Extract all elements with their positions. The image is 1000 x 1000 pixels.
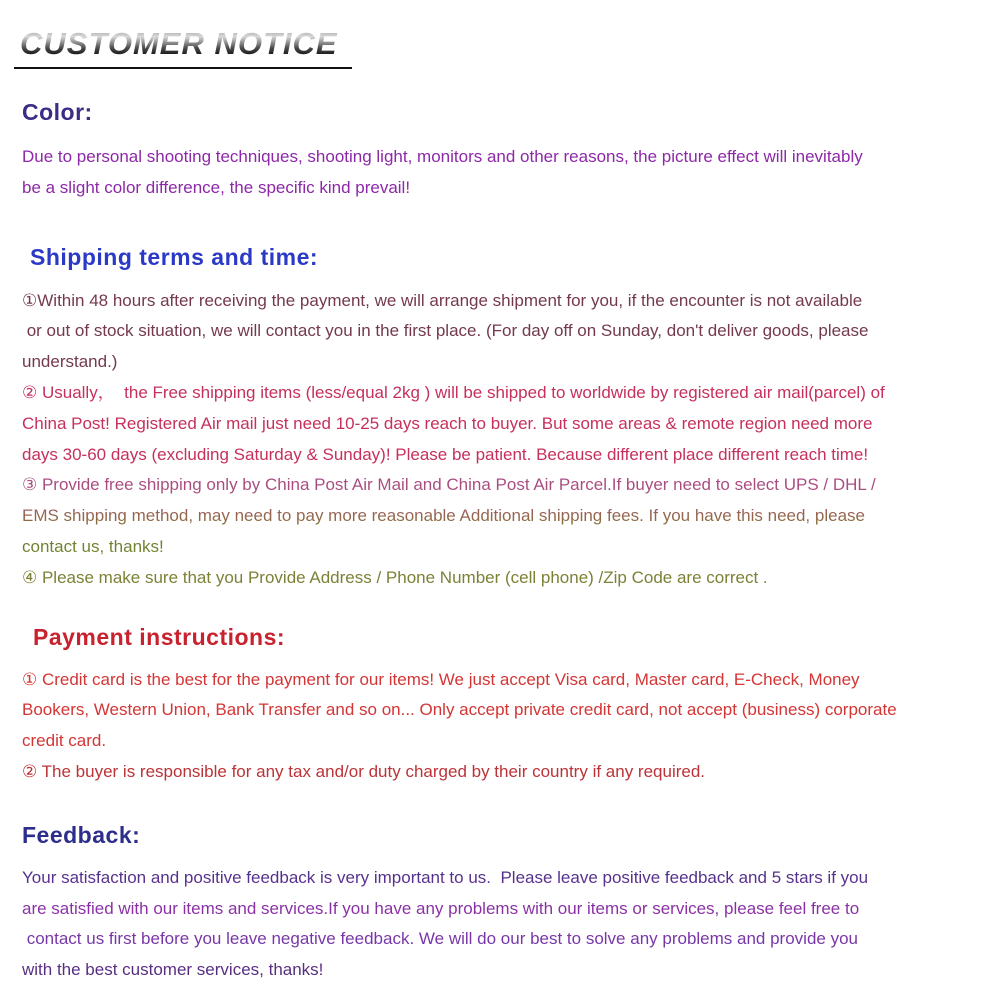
shipping-item-2-line: days 30-60 days (excluding Saturday & Sunday)! Please be patient. Because different place different reach time! — [22, 444, 869, 464]
shipping-item-4 — [22, 563, 982, 594]
shipping-item-3 — [22, 470, 982, 562]
feedback-line: Your satisfaction and positive feedback is very important to us. Please leave positive feedback and 5 stars if you — [22, 867, 869, 887]
shipping-item-3-line: ③ Provide free shipping only by China Post Air Mail and China Post Air Parcel.If buyer need to select UPS / DHL / — [22, 475, 876, 495]
shipping-item-3-line: EMS shipping method, may need to pay more reasonable Additional shipping fees. If you have this need, please — [22, 506, 865, 526]
page-title — [14, 26, 982, 69]
shipping-item-2-line: ② Usually， the Free shipping items (less/equal 2kg ) will be shipped to worldwide by registered air mail(parcel) of — [22, 382, 885, 402]
payment-section-body — [22, 665, 982, 788]
feedback-line: are satisfied with our items and services.If you have any problems with our items or services, please feel free to — [22, 898, 860, 918]
feedback-section — [22, 822, 982, 986]
payment-section — [22, 624, 982, 788]
shipping-item-4-line: ④ Please make sure that you Provide Address / Phone Number (cell phone) /Zip Code are correct . — [22, 567, 768, 587]
payment-item-1-line: credit card. — [22, 731, 107, 751]
payment-item-1-line: ① Credit card is the best for the payment for our items! We just accept Visa card, Master card, E-Check, Money — [22, 669, 860, 689]
shipping-item-3-line: contact us, thanks! — [22, 536, 164, 556]
shipping-section-body — [22, 286, 982, 594]
shipping-item-2 — [22, 378, 982, 470]
payment-item-2-line: ② The buyer is responsible for any tax and/or duty charged by their country if any required. — [22, 761, 706, 781]
shipping-item-1-line: understand.) — [22, 352, 118, 372]
color-section — [22, 99, 982, 204]
payment-item-1 — [22, 665, 982, 757]
feedback-line: with the best customer services, thanks! — [22, 960, 324, 980]
payment-section-heading: Payment instructions: — [33, 623, 286, 650]
page-title-text: CUSTOMER NOTICE — [14, 26, 352, 69]
payment-item-2 — [22, 757, 982, 788]
shipping-item-2-line: China Post! Registered Air mail just need 10-25 days reach to buyer. But some areas & remote region need more — [22, 413, 873, 433]
color-section-paragraph — [22, 142, 982, 204]
feedback-line: contact us first before you leave negative feedback. We will do our best to solve any problems and provide you — [22, 929, 858, 949]
shipping-item-1 — [22, 286, 982, 378]
shipping-section — [22, 244, 982, 594]
shipping-section-heading: Shipping terms and time: — [30, 243, 319, 270]
shipping-item-1-line: ①Within 48 hours after receiving the payment, we will arrange shipment for you, if the encounter is not available — [22, 290, 863, 310]
color-section-heading: Color: — [22, 99, 93, 125]
shipping-item-1-line: or out of stock situation, we will contact you in the first place. (For day off on Sunday, don't deliver goods, please — [22, 321, 869, 341]
payment-item-1-line: Bookers, Western Union, Bank Transfer and so on... Only accept private credit card, not accept (business) corporate — [22, 700, 897, 720]
feedback-section-body — [22, 863, 982, 986]
color-paragraph-line: Due to personal shooting techniques, shooting light, monitors and other reasons, the picture effect will inevitably — [22, 147, 863, 166]
feedback-section-heading: Feedback: — [22, 821, 141, 848]
color-paragraph-line: be a slight color difference, the specific kind prevail! — [22, 177, 411, 197]
